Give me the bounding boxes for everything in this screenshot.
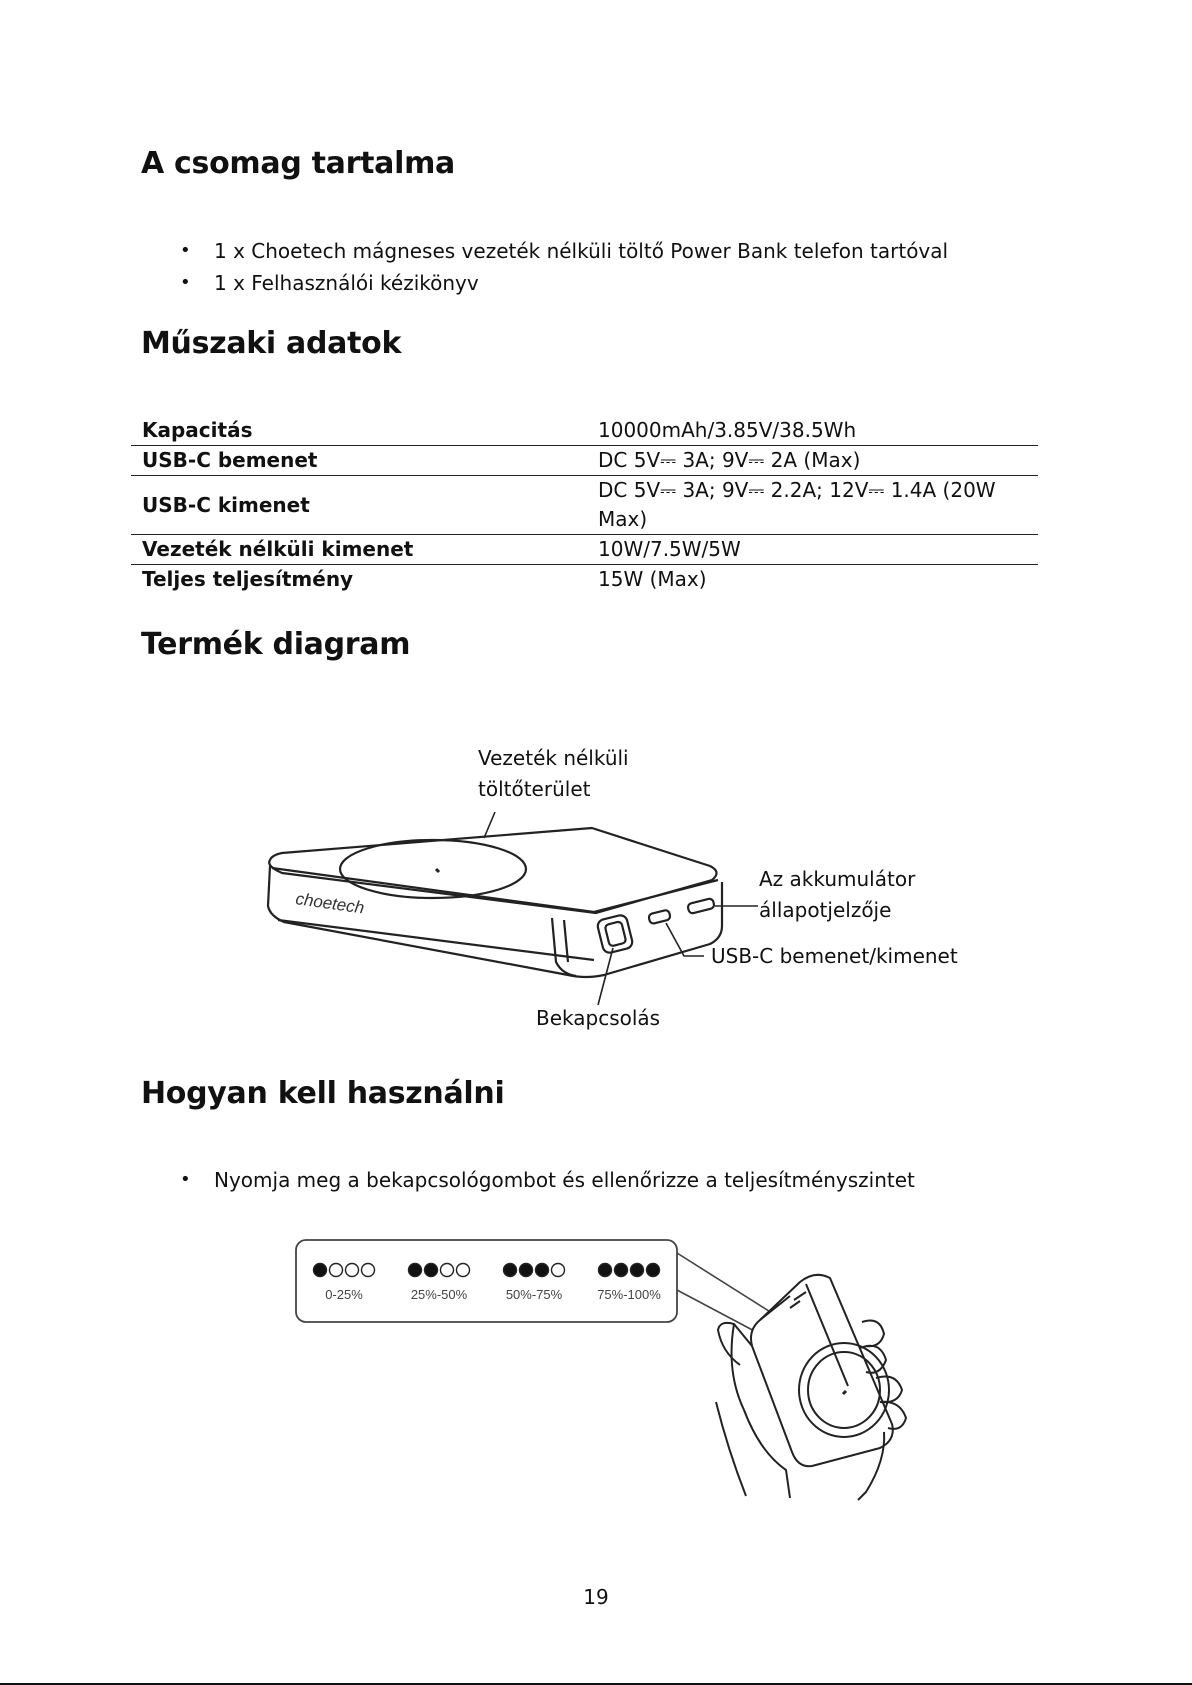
spec-key: Kapacitás [142,418,253,442]
label-battery-indicator: Az akkumulátor [759,867,916,891]
list-item: • 1 x Felhasználói kézikönyv [176,267,948,299]
battery-dot-filled [520,1264,533,1277]
label-wireless-area: töltőterület [478,777,591,801]
battery-dot-empty [457,1264,470,1277]
battery-dot-empty [346,1264,359,1277]
spec-key: USB-C kimenet [142,492,310,517]
battery-dot-filled [504,1264,517,1277]
battery-level-legend [296,1240,772,1334]
label-wireless-area: Vezeték nélküli [478,746,629,770]
section-heading-specs: Műszaki adatok [141,326,402,361]
spec-value: 15W (Max) [598,567,707,591]
spec-value: DC 5V⎓ 3A; 9V⎓ 2A (Max) [598,448,861,472]
brand-logo: choetech [294,889,366,918]
battery-dot-filled [536,1264,549,1277]
battery-dot-filled [615,1264,628,1277]
battery-dot-filled [425,1264,438,1277]
spec-key: Teljes teljesítmény [142,567,354,591]
spec-key: Vezeték nélküli kimenet [142,537,414,561]
battery-dot-filled [409,1264,422,1277]
section-heading-howto: Hogyan kell használni [141,1076,505,1111]
battery-dot-empty [441,1264,454,1277]
spec-value: 10000mAh/3.85V/38.5Wh [598,418,857,442]
battery-level-label: 0-25% [325,1287,363,1302]
label-usb-port: USB-C bemenet/kimenet [711,944,958,968]
spec-value: DC 5V⎓ 3A; 9V⎓ 2.2A; 12V⎓ 1.4A (20W Max) [598,478,996,531]
battery-dot-filled [631,1264,644,1277]
battery-dot-empty [552,1264,565,1277]
battery-dot-filled [599,1264,612,1277]
howto-list [176,1164,915,1196]
label-battery-indicator: állapotjelzője [759,898,892,922]
battery-dot-filled [314,1264,327,1277]
battery-dot-empty [362,1264,375,1277]
page-number: 19 [583,1585,609,1609]
section-heading-contents: A csomag tartalma [141,146,455,181]
spec-value: 10W/7.5W/5W [598,537,741,561]
spec-key: USB-C bemenet [142,448,318,472]
battery-dot-filled [647,1264,660,1277]
list-item: • Nyomja meg a bekapcsológombot és ellenőrizze a teljesítményszintet [176,1164,915,1196]
battery-level-label: 75%-100% [597,1287,661,1302]
label-power-button: Bekapcsolás [536,1006,661,1030]
battery-level-label: 50%-75% [505,1287,563,1302]
hand-illustration [716,1275,906,1500]
section-heading-diagram: Termék diagram [141,627,411,662]
list-item: • 1 x Choetech mágneses vezeték nélküli töltő Power Bank telefon tartóval [176,235,948,267]
battery-dot-empty [330,1264,343,1277]
battery-level-label: 25%-50% [410,1287,468,1302]
